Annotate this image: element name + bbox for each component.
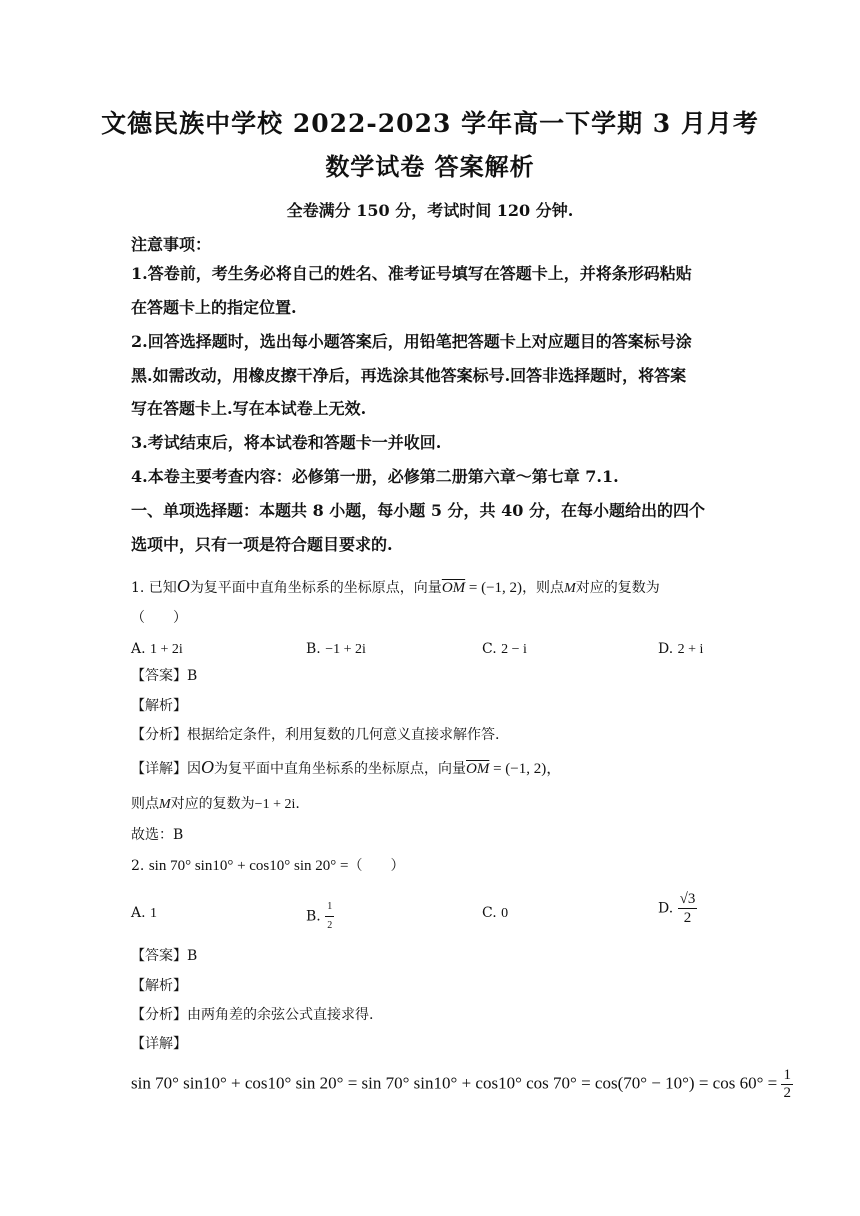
option-a: A. 1 [131,905,158,921]
analysis-text: 【分析】由两角差的余弦公式直接求得. [131,1007,374,1023]
option-c: C. 0 [482,905,509,921]
solution-formula: sin 70° sin10° + cos10° sin 20° = sin 70° sin10° + cos10° cos 70° = cos(70° − 10°) = cos 60° = $\frac{1}{2}$ [131,1067,791,1101]
note-line: 1.答卷前，考生务必将自己的姓名、准考证号填写在答题卡上，并将条形码粘贴 [131,264,692,283]
option-a: A. 1 + 2i [131,641,183,657]
section-heading: 选项中，只有一项是符合题目要求的. [131,535,393,554]
option-b: B. $\frac{1}{2}$ [306,898,334,935]
vector-om: $\overline{OM}$ [441,580,466,596]
question-2-stem: 2. sin 70° sin10° + cos10° sin 20° =（ ） [131,858,405,874]
analysis-label: 【解析】 [131,698,187,714]
detail-label: 【详解】 [131,1036,187,1052]
section-heading: 一、单项选择题：本题共 8 小题，每小题 5 分，共 40 分，在每小题给出的四个 [131,501,705,520]
note-line: 黑.如需改动，用橡皮擦干净后，再选涂其他答案标号.回答非选择题时，将答案 [131,366,687,385]
page-subtitle: 数学试卷 答案解析 [325,152,535,181]
answer-label: 【答案】B [131,668,198,684]
detail-text-line2: 则点M对应的复数为−1 + 2i. [131,796,300,812]
question-1-stem: 1. 已知O为复平面中直角坐标系的坐标原点，向量$\overline{OM} = (-1$, 2)，则点M对应的复数为 [131,576,660,596]
exam-info: 全卷满分 150 分，考试时间 120 分钟. [286,201,574,220]
option-b: B. −1 + 2i [306,641,366,657]
note-line: 4.本卷主要考查内容：必修第一册，必修第二册第六章～第七章 7.1. [131,467,619,486]
option-d: D. $\frac{√3}{2}$ [658,891,696,926]
option-d: D. 2 + i [658,641,704,657]
note-line: 2.回答选择题时，选出每小题答案后，用铅笔把答题卡上对应题目的答案标号涂 [131,332,692,351]
note-line: 3.考试结束后，将本试卷和答题卡一并收回. [131,433,442,452]
notes-heading: 注意事项： [131,235,212,254]
detail-text: 【详解】因O为复平面中直角坐标系的坐标原点，向量$\overline{OM} = (-1$, 2)， [131,757,562,777]
analysis-text: 【分析】根据给定条件，利用复数的几何意义直接求解作答. [131,727,500,743]
answer-label: 【答案】B [131,948,198,964]
analysis-label: 【解析】 [131,978,187,994]
option-c: C. 2 − i [482,641,527,657]
page-title: 文德民族中学校 2022-2023 学年高一下学期 3 月月考 [101,109,759,138]
answer-paren: （ ） [131,610,187,626]
note-line: 在答题卡上的指定位置. [131,298,297,317]
choose-text: 故选：B [131,827,184,843]
note-line: 写在答题卡上.写在本试卷上无效. [131,399,367,418]
